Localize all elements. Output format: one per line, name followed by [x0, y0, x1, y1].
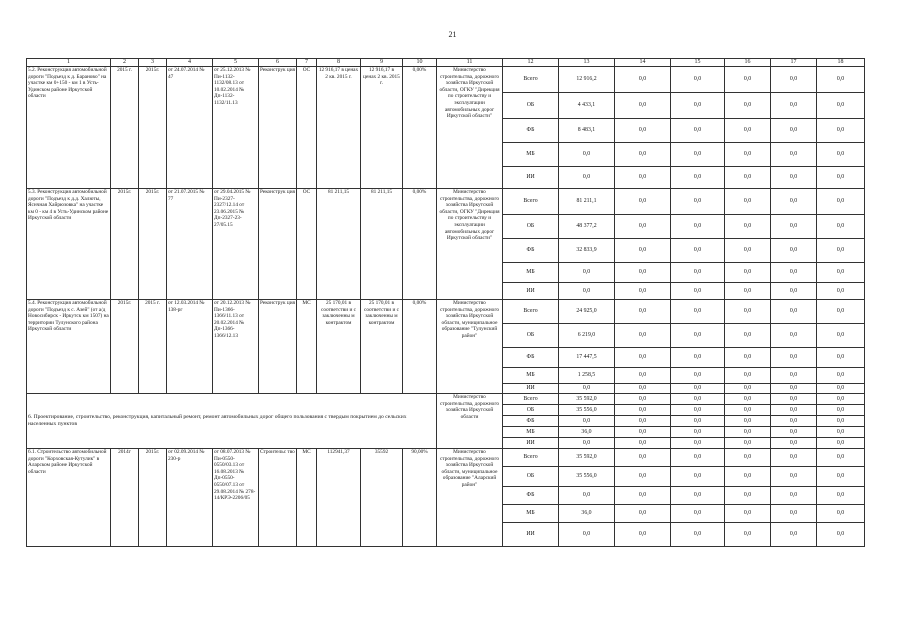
value-cell: 0,0 [725, 283, 771, 300]
value-cell: 24 925,0 [559, 300, 615, 324]
funding-source: ИИ [503, 438, 559, 449]
value-cell: 0,0 [771, 283, 817, 300]
value-cell: 0,0 [671, 67, 725, 93]
value-cell: 0,0 [615, 394, 671, 405]
value-cell: 0,0 [559, 487, 615, 505]
value-cell: 4 433,1 [559, 93, 615, 119]
column-number: 6 [259, 59, 297, 67]
value-cell: 0,0 [671, 119, 725, 143]
executor: Министерство строительства, дорожного хозяйства Иркутской области, ОГКУ "Дирекция по строительству и эксплуатации автомобильных дорог Иркутской области" [437, 67, 503, 189]
remaining-cost: 12 916,17 в ценах 2 кв. 2015 г. [361, 67, 403, 189]
column-number-row [27, 59, 865, 67]
value-cell: 0,0 [615, 438, 671, 449]
column-number: 8 [317, 59, 361, 67]
value-cell: 0,0 [725, 487, 771, 505]
value-cell: 0,0 [725, 416, 771, 427]
value-cell: 0,0 [725, 119, 771, 143]
item-name: 6.1. Строительство автомобильной дороги "Корховская-Кутулик" в Аларском районе Иркутской области [27, 449, 111, 547]
value-cell: 0,0 [615, 348, 671, 368]
value-cell: 0,0 [559, 416, 615, 427]
value-cell: 0,0 [725, 523, 771, 547]
value-cell: 0,0 [817, 239, 865, 263]
column-number: 2 [111, 59, 139, 67]
value-cell: 0,0 [817, 368, 865, 384]
value-cell: 0,0 [725, 348, 771, 368]
value-cell: 0,0 [671, 239, 725, 263]
funding-source: ИИ [503, 523, 559, 547]
value-cell: 48 377,2 [559, 215, 615, 239]
value-cell: 0,0 [671, 167, 725, 189]
value-cell: 0,0 [671, 189, 725, 215]
value-cell: 0,0 [817, 283, 865, 300]
value-cell: 0,0 [771, 505, 817, 523]
value-cell: 0,0 [817, 449, 865, 467]
value-cell: 0,0 [771, 167, 817, 189]
value-cell: 0,0 [817, 300, 865, 324]
program-table [26, 58, 865, 547]
funding-source: МБ [503, 143, 559, 167]
funding-source: МБ [503, 427, 559, 438]
value-cell: 0,0 [671, 405, 725, 416]
value-cell: 0,0 [559, 283, 615, 300]
value-cell: 0,0 [771, 384, 817, 394]
remaining-cost: 35592 [361, 449, 403, 547]
value-cell: 0,0 [771, 67, 817, 93]
funding-source: ОБ [503, 93, 559, 119]
value-cell: 0,0 [671, 143, 725, 167]
end-year: 2015 г. [139, 300, 167, 394]
value-cell: 0,0 [615, 405, 671, 416]
value-cell: 35 556,0 [559, 467, 615, 487]
work-type: Строительс тво [259, 449, 297, 547]
work-type: Реконструк ция [259, 300, 297, 394]
value-cell: 0,0 [771, 348, 817, 368]
executor: Министерство строительства, дорожного хозяйства Иркутской области, ОГКУ "Дирекция по строительству и эксплуатации автомобильных дорог Иркутской области" [437, 189, 503, 300]
value-cell: 0,0 [817, 324, 865, 348]
value-cell: 0,0 [725, 384, 771, 394]
value-cell: 81 211,1 [559, 189, 615, 215]
value-cell: 0,0 [671, 416, 725, 427]
item-row [27, 300, 865, 324]
value-cell: 0,0 [771, 215, 817, 239]
item-row [27, 67, 865, 93]
property-form: ОС [297, 189, 317, 300]
column-number: 16 [725, 59, 771, 67]
value-cell: 17 447,5 [559, 348, 615, 368]
value-cell: 0,0 [725, 405, 771, 416]
funding-source: ИИ [503, 167, 559, 189]
value-cell: 0,0 [559, 263, 615, 283]
estimated-cost: 112941,37 [317, 449, 361, 547]
start-year: 2014г [111, 449, 139, 547]
funding-source: ОБ [503, 467, 559, 487]
funding-source: Всего [503, 449, 559, 467]
funding-source: Всего [503, 189, 559, 215]
value-cell: 0,0 [725, 239, 771, 263]
value-cell: 0,0 [671, 324, 725, 348]
value-cell: 0,0 [725, 93, 771, 119]
value-cell: 0,0 [817, 416, 865, 427]
approval-document: от 21.07.2015 № 77 [167, 189, 213, 300]
property-form: МС [297, 300, 317, 394]
value-cell: 32 833,9 [559, 239, 615, 263]
funding-source: ИИ [503, 283, 559, 300]
funding-source: ФБ [503, 348, 559, 368]
approval-document: от 02.09.2014 № 230-р [167, 449, 213, 547]
approval-document: от 24.07.2014 № 47 [167, 67, 213, 189]
column-number: 14 [615, 59, 671, 67]
value-cell: 35 592,0 [559, 394, 615, 405]
value-cell: 8 483,1 [559, 119, 615, 143]
expertise-document: от 25.12.2013 № Пи-1132-1132/08.13 от 10.02.2014 № Дп-1132-1132/11.13 [213, 67, 259, 189]
value-cell: 0,0 [817, 189, 865, 215]
funding-source: МБ [503, 368, 559, 384]
section-executor: Министерство строительства, дорожного хозяйства Иркутской области [437, 394, 503, 449]
end-year: 2015г. [139, 449, 167, 547]
section-title: 6. Проектирование, строительство, реконструкция, капитальный ремонт, ремонт автомобильных дорог общего пользования с твердым покрытием до сельских населенных пунктов [27, 394, 437, 449]
estimated-cost: 81 211,15 [317, 189, 361, 300]
value-cell: 0,0 [771, 427, 817, 438]
item-name: 5.4. Реконструкция автомобильной дороги "Подъезд к с. Азей" (от а/д Новосибирск - Иркутск км 1507) на территории Тулунского района Иркутской области [27, 300, 111, 394]
value-cell: 0,0 [771, 189, 817, 215]
value-cell: 0,0 [771, 523, 817, 547]
expertise-document: от 29.04.2015 № Пи-2327-2327/12.14 от 23.06.2015 № Дп-2327-23-27/05.15 [213, 189, 259, 300]
value-cell: 0,0 [615, 427, 671, 438]
value-cell: 1 258,5 [559, 368, 615, 384]
item-name: 5.3. Реконструкция автомобильной дороги "Подъезд к д.д. Халюты, Яснчная Хайрюзовка" на участке км 0 - км 4 в Усть-Удинском районе Иркутской области [27, 189, 111, 300]
value-cell: 0,0 [671, 93, 725, 119]
value-cell: 0,0 [615, 449, 671, 467]
value-cell: 0,0 [771, 438, 817, 449]
value-cell: 0,0 [671, 487, 725, 505]
value-cell: 0,0 [671, 505, 725, 523]
value-cell: 0,0 [615, 167, 671, 189]
value-cell: 0,0 [615, 283, 671, 300]
value-cell: 0,0 [615, 416, 671, 427]
value-cell: 0,0 [671, 300, 725, 324]
value-cell: 0,0 [725, 189, 771, 215]
item-row [27, 189, 865, 215]
value-cell: 6 219,0 [559, 324, 615, 348]
funding-source: ОБ [503, 215, 559, 239]
value-cell: 0,0 [771, 93, 817, 119]
value-cell: 0,0 [615, 215, 671, 239]
approval-document: от 12.03.2014 № 138-рг [167, 300, 213, 394]
value-cell: 0,0 [817, 215, 865, 239]
value-cell: 0,0 [725, 324, 771, 348]
value-cell: 0,0 [725, 263, 771, 283]
readiness-percent: 90,00% [403, 449, 437, 547]
value-cell: 0,0 [725, 438, 771, 449]
value-cell: 36,0 [559, 427, 615, 438]
column-number: 17 [771, 59, 817, 67]
value-cell: 0,0 [671, 467, 725, 487]
funding-source: ФБ [503, 416, 559, 427]
value-cell: 0,0 [817, 523, 865, 547]
section-row [27, 394, 865, 405]
funding-source: ОБ [503, 405, 559, 416]
value-cell: 0,0 [817, 143, 865, 167]
remaining-cost: 25 170,01 в соответстви и с заключенны м контрактом [361, 300, 403, 394]
value-cell: 0,0 [817, 505, 865, 523]
value-cell: 0,0 [615, 189, 671, 215]
executor: Министерство строительства, дорожного хозяйства Иркутской области, муниципальное образование "Аларский район" [437, 449, 503, 547]
value-cell: 0,0 [671, 449, 725, 467]
value-cell: 0,0 [771, 143, 817, 167]
value-cell: 0,0 [615, 324, 671, 348]
value-cell: 0,0 [615, 263, 671, 283]
column-number: 15 [671, 59, 725, 67]
property-form: МС [297, 449, 317, 547]
value-cell: 35 592,0 [559, 449, 615, 467]
column-number: 4 [167, 59, 213, 67]
remaining-cost: 81 211,15 [361, 189, 403, 300]
value-cell: 0,0 [771, 449, 817, 467]
value-cell: 0,0 [725, 300, 771, 324]
funding-source: ИИ [503, 384, 559, 394]
value-cell: 0,0 [771, 467, 817, 487]
value-cell: 0,0 [817, 93, 865, 119]
value-cell: 0,0 [615, 67, 671, 93]
funding-source: МБ [503, 505, 559, 523]
value-cell: 0,0 [817, 394, 865, 405]
funding-source: МБ [503, 263, 559, 283]
readiness-percent: 0,00% [403, 189, 437, 300]
value-cell: 12 916,2 [559, 67, 615, 93]
funding-source: ОБ [503, 324, 559, 348]
value-cell: 0,0 [559, 523, 615, 547]
value-cell: 0,0 [725, 394, 771, 405]
end-year: 2015г. [139, 189, 167, 300]
value-cell: 0,0 [671, 368, 725, 384]
end-year: 2015г. [139, 67, 167, 189]
funding-source: Всего [503, 394, 559, 405]
value-cell: 0,0 [817, 348, 865, 368]
value-cell: 0,0 [817, 167, 865, 189]
column-number: 1 [27, 59, 111, 67]
value-cell: 0,0 [817, 427, 865, 438]
expertise-document: от 08.07.2013 № Пи-0550-0550/03.13 от 16.08.2013 № Дп-0550-0550/07.13 от 29.08.2014 № 278-14/КРЭ-2206/05 [213, 449, 259, 547]
value-cell: 0,0 [615, 300, 671, 324]
value-cell: 0,0 [771, 368, 817, 384]
value-cell: 0,0 [817, 119, 865, 143]
column-number: 7 [297, 59, 317, 67]
value-cell: 0,0 [615, 119, 671, 143]
value-cell: 0,0 [725, 167, 771, 189]
value-cell: 0,0 [615, 239, 671, 263]
value-cell: 0,0 [671, 438, 725, 449]
column-number: 10 [403, 59, 437, 67]
value-cell: 0,0 [817, 467, 865, 487]
value-cell: 0,0 [671, 427, 725, 438]
value-cell: 0,0 [771, 300, 817, 324]
value-cell: 0,0 [671, 394, 725, 405]
column-number: 13 [559, 59, 615, 67]
value-cell: 0,0 [615, 143, 671, 167]
value-cell: 0,0 [817, 67, 865, 93]
value-cell: 0,0 [615, 368, 671, 384]
page-number: 21 [448, 30, 457, 39]
value-cell: 0,0 [725, 368, 771, 384]
column-number: 5 [213, 59, 259, 67]
value-cell: 0,0 [771, 119, 817, 143]
value-cell: 0,0 [559, 438, 615, 449]
value-cell: 0,0 [615, 487, 671, 505]
funding-source: Всего [503, 67, 559, 93]
value-cell: 0,0 [671, 384, 725, 394]
value-cell: 0,0 [771, 324, 817, 348]
start-year: 2015г. [111, 189, 139, 300]
program-table-sheet [26, 58, 865, 547]
readiness-percent: 0,00% [403, 300, 437, 394]
column-number: 11 [437, 59, 503, 67]
value-cell: 0,0 [725, 427, 771, 438]
column-number: 3 [139, 59, 167, 67]
work-type: Реконструк ция [259, 67, 297, 189]
value-cell: 0,0 [671, 263, 725, 283]
funding-source: ФБ [503, 487, 559, 505]
column-number: 12 [503, 59, 559, 67]
value-cell: 0,0 [671, 215, 725, 239]
value-cell: 0,0 [725, 505, 771, 523]
value-cell: 0,0 [559, 167, 615, 189]
value-cell: 0,0 [559, 384, 615, 394]
value-cell: 35 556,0 [559, 405, 615, 416]
start-year: 2015г. [111, 300, 139, 394]
estimated-cost: 25 170,01 в соответстви и с заключенны м контрактом [317, 300, 361, 394]
value-cell: 0,0 [771, 416, 817, 427]
column-number: 18 [817, 59, 865, 67]
value-cell: 0,0 [817, 405, 865, 416]
work-type: Реконструк ция [259, 189, 297, 300]
item-row [27, 449, 865, 467]
start-year: 2015 г. [111, 67, 139, 189]
value-cell: 0,0 [615, 384, 671, 394]
executor: Министерство строительства, дорожного хозяйства Иркутской области, муниципальное образование "Тулунский район" [437, 300, 503, 394]
value-cell: 0,0 [615, 505, 671, 523]
funding-source: ФБ [503, 239, 559, 263]
column-number: 9 [361, 59, 403, 67]
value-cell: 0,0 [725, 143, 771, 167]
expertise-document: от 20.12.2013 № Пи-1366-1366/11.13 от 20.02.2014 № Дп-1366-1366/12.13 [213, 300, 259, 394]
funding-source: Всего [503, 300, 559, 324]
value-cell: 0,0 [559, 143, 615, 167]
value-cell: 0,0 [725, 67, 771, 93]
value-cell: 0,0 [771, 263, 817, 283]
value-cell: 0,0 [771, 394, 817, 405]
value-cell: 0,0 [817, 487, 865, 505]
value-cell: 0,0 [725, 467, 771, 487]
value-cell: 0,0 [771, 239, 817, 263]
value-cell: 0,0 [771, 487, 817, 505]
value-cell: 0,0 [725, 215, 771, 239]
item-name: 5.2. Реконструкция автомобильной дороги "Подъезд к д. Барановo" на участке км 0+150 - км 1 в Усть-Удинском районе Иркутской области [27, 67, 111, 189]
value-cell: 0,0 [817, 438, 865, 449]
estimated-cost: 12 916,17 в ценах 2 кв. 2015 г. [317, 67, 361, 189]
value-cell: 0,0 [817, 384, 865, 394]
property-form: ОС [297, 67, 317, 189]
value-cell: 0,0 [615, 93, 671, 119]
funding-source: ФБ [503, 119, 559, 143]
value-cell: 0,0 [771, 405, 817, 416]
value-cell: 36,0 [559, 505, 615, 523]
value-cell: 0,0 [817, 263, 865, 283]
value-cell: 0,0 [671, 283, 725, 300]
readiness-percent: 0,00% [403, 67, 437, 189]
value-cell: 0,0 [725, 449, 771, 467]
value-cell: 0,0 [671, 348, 725, 368]
value-cell: 0,0 [671, 523, 725, 547]
value-cell: 0,0 [615, 467, 671, 487]
value-cell: 0,0 [615, 523, 671, 547]
